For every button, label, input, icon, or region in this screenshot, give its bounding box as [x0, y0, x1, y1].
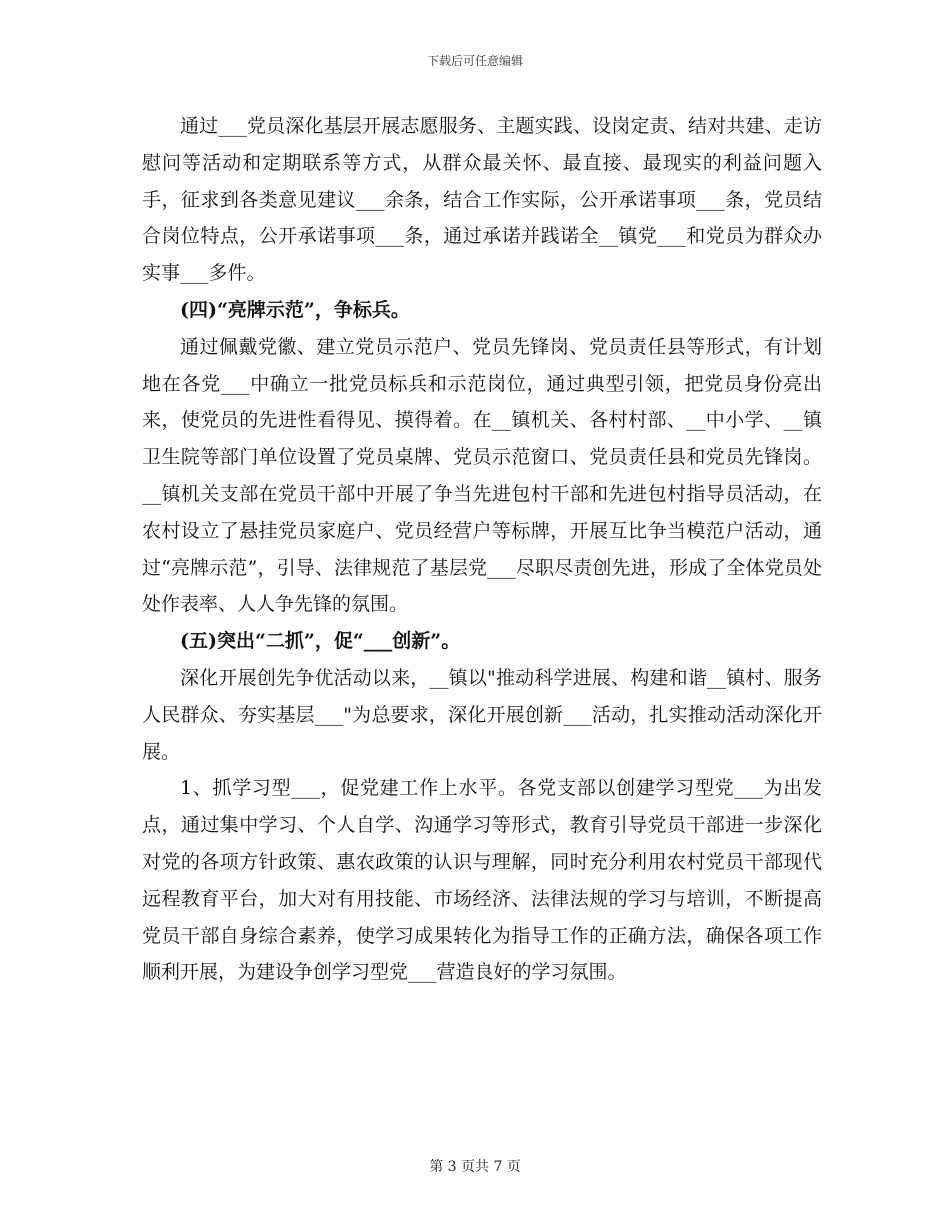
page-number-footer: 第 3 页共 7 页 [429, 1159, 521, 1175]
paragraph-commitments: 通过___党员深化基层开展志愿服务、主题实践、设岗定责、结对共建、走访慰问等活动和定期联系等方式，从群众最关怀、最直接、最现实的利益问题入手，征求到各类意见建议___余条，结合工作实际，公开承诺事项___条，党员结合岗位特点，公开承诺事项___条，通过承诺并践诺全__镇党___和党员为群众办实事___多件。 [142, 115, 822, 285]
section-heading-4: (四)“亮牌示范”，争标兵。 [180, 298, 410, 321]
paragraph-learning: 1、抓学习型___，促党建工作上水平。各党支部以创建学习型党___为出发点，通过集中学习、个人自学、沟通学习等形式，教育引导党员干部进一步深化对党的各项方针政策、惠农政策的认识与理解，同时充分利用农村党员干部现代远程教育平台，加大对有用技能、市场经济、法律法规的学习与培训，不断提高党员干部自身综合素养，使学习成果转化为指导工作的正确方法，确保各项工作顺利开展，为建设争创学习型党___营造良好的学习氛围。 [142, 777, 822, 984]
section-heading-5: (五)突出“二抓”，促“___创新”。 [180, 630, 461, 653]
document-body [142, 108, 822, 991]
page-header: 下载后可任意编辑 [426, 54, 523, 68]
paragraph-showcase: 通过佩戴党徽、建立党员示范户、党员先锋岗、党员责任县等形式，有计划地在各党___中确立一批党员标兵和示范岗位，通过典型引领，把党员身份亮出来，使党员的先进性看得见、摸得着。在__镇机关、各村村部、__中小学、__镇卫生院等部门单位设置了党员桌牌、党员示范窗口、党员责任县和党员先锋岗。__镇机关支部在党员干部中开展了争当先进包村干部和先进包村指导员活动，在农村设立了悬挂党员家庭户、党员经营户等标牌，开展互比争当模范户活动，通过“亮牌示范”，引导、法律规范了基层党___尽职尽责创先进，形成了全体党员处处作表率、人人争先锋的氛围。 [142, 335, 822, 616]
paragraph-innovation: 深化开展创先争优活动以来，__镇以"推动科学进展、构建和谐__镇村、服务人民群众、夯实基层___"为总要求，深化开展创新___活动，扎实推动活动深化开展。 [142, 666, 822, 763]
